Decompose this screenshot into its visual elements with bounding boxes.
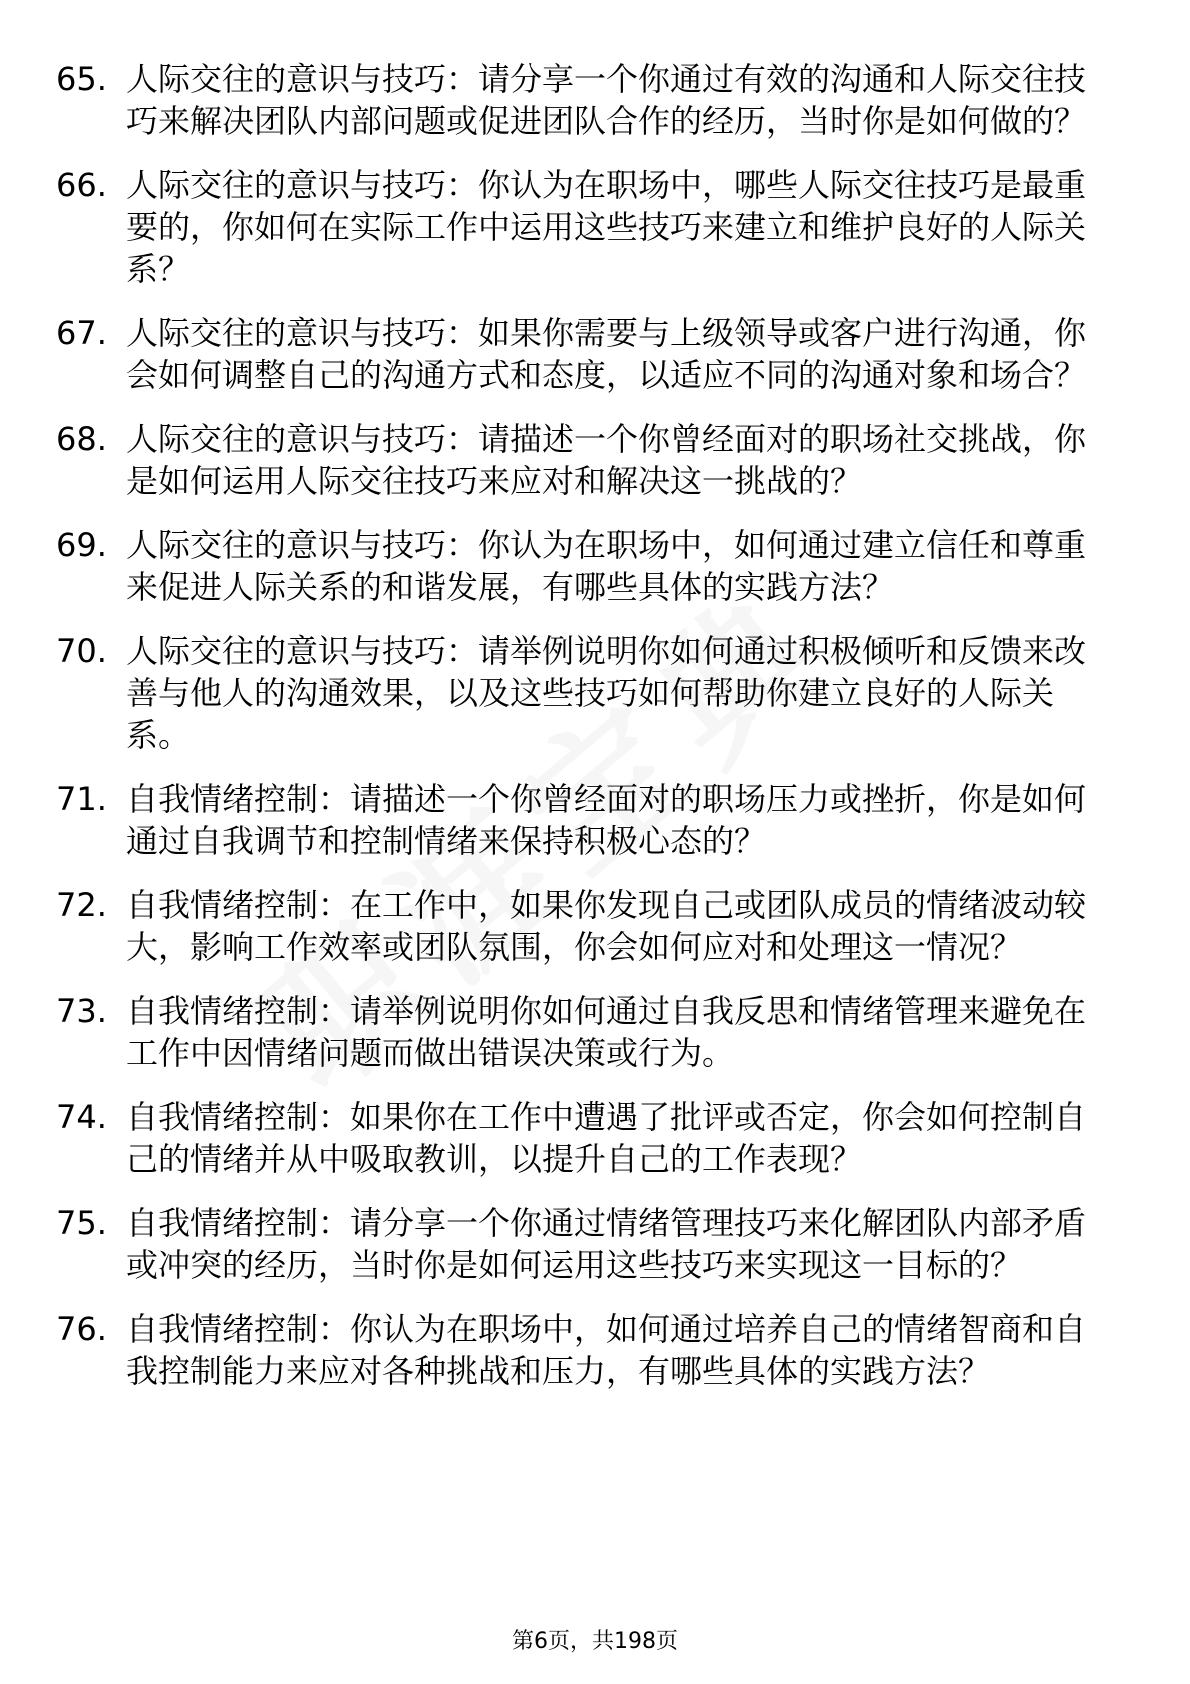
question-text: 人际交往的意识与技巧：请举例说明你如何通过积极倾听和反馈来改善与他人的沟通效果，以及这些技巧如何帮助你建立良好的人际关系。 (126, 632, 1087, 754)
question-text: 人际交往的意识与技巧：请分享一个你通过有效的沟通和人际交往技巧来解决团队内部问题或促进团队合作的经历，当时你是如何做的？ (126, 60, 1087, 140)
question-item (56, 884, 1116, 968)
question-item (56, 524, 1116, 608)
question-item (56, 1202, 1116, 1286)
question-item (56, 1096, 1116, 1180)
question-number: 65. (56, 60, 107, 98)
question-text: 人际交往的意识与技巧：请描述一个你曾经面对的职场社交挑战，你是如何运用人际交往技巧来应对和解决这一挑战的？ (126, 420, 1087, 500)
question-text: 自我情绪控制：请分享一个你通过情绪管理技巧来化解团队内部矛盾或冲突的经历，当时你是如何运用这些技巧来实现这一目标的？ (126, 1204, 1087, 1284)
question-number: 75. (56, 1204, 107, 1242)
question-number: 71. (56, 780, 107, 818)
question-number: 76. (56, 1310, 107, 1348)
question-text: 自我情绪控制：在工作中，如果你发现自己或团队成员的情绪波动较大，影响工作效率或团队氛围，你会如何应对和处理这一情况？ (126, 886, 1087, 966)
question-number: 72. (56, 886, 107, 924)
question-text: 人际交往的意识与技巧：你认为在职场中，如何通过建立信任和尊重来促进人际关系的和谐发展，有哪些具体的实践方法？ (126, 526, 1087, 606)
question-number: 67. (56, 314, 107, 352)
question-text: 人际交往的意识与技巧：你认为在职场中，哪些人际交往技巧是最重要的，你如何在实际工作中运用这些技巧来建立和维护良好的人际关系？ (126, 166, 1087, 288)
question-item (56, 58, 1116, 142)
question-list (56, 58, 1116, 1414)
question-item (56, 630, 1116, 756)
page-number: 第6页，共198页 (512, 1629, 678, 1654)
question-number: 69. (56, 526, 107, 564)
question-number: 66. (56, 166, 107, 204)
question-number: 70. (56, 632, 107, 670)
question-item (56, 778, 1116, 862)
question-text: 自我情绪控制：你认为在职场中，如何通过培养自己的情绪智商和自我控制能力来应对各种挑战和压力，有哪些具体的实践方法？ (126, 1310, 1087, 1390)
question-item (56, 1308, 1116, 1392)
question-text: 自我情绪控制：请举例说明你如何通过自我反思和情绪管理来避免在工作中因情绪问题而做出错误决策或行为。 (126, 992, 1087, 1072)
question-item (56, 418, 1116, 502)
question-number: 73. (56, 992, 107, 1030)
page-footer (0, 1628, 1190, 1656)
question-number: 74. (56, 1098, 107, 1136)
question-number: 68. (56, 420, 107, 458)
question-text: 人际交往的意识与技巧：如果你需要与上级领导或客户进行沟通，你会如何调整自己的沟通方式和态度，以适应不同的沟通对象和场合？ (126, 314, 1087, 394)
question-item (56, 990, 1116, 1074)
question-item (56, 312, 1116, 396)
question-item (56, 164, 1116, 290)
question-text: 自我情绪控制：请描述一个你曾经面对的职场压力或挫折，你是如何通过自我调节和控制情绪来保持积极心态的？ (126, 780, 1087, 860)
question-text: 自我情绪控制：如果你在工作中遭遇了批评或否定，你会如何控制自己的情绪并从中吸取教训，以提升自己的工作表现？ (126, 1098, 1087, 1178)
